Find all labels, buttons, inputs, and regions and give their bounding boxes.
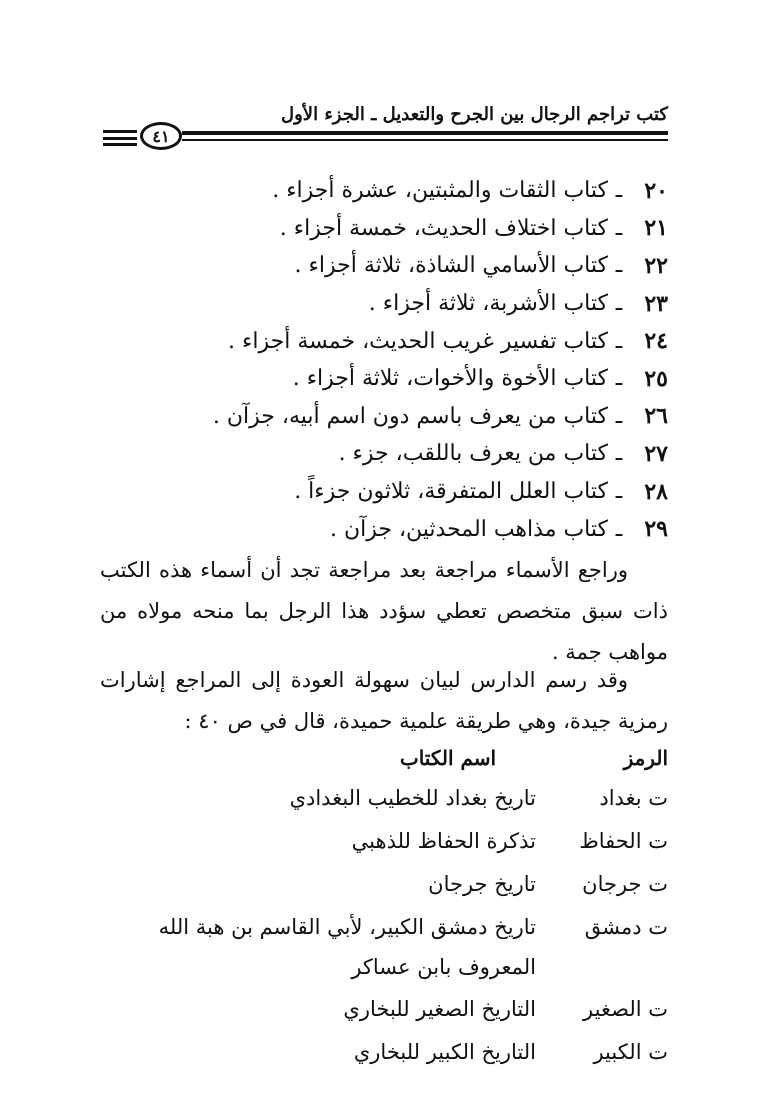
list-item xyxy=(148,285,668,323)
item-text: كتاب الأشربة، ثلاثة أجزاء . xyxy=(368,291,608,317)
item-number: ٢٤ xyxy=(644,328,668,355)
item-dash: ـ xyxy=(615,516,623,542)
item-dash: ـ xyxy=(615,253,623,279)
table-row xyxy=(100,1030,668,1073)
item-text: كتاب تفسير غريب الحديث، خمسة أجزاء . xyxy=(228,328,608,354)
list-item xyxy=(148,510,668,548)
table-row xyxy=(100,862,668,905)
item-number: ٢٥ xyxy=(644,365,668,392)
header-rule-thick xyxy=(182,131,668,135)
list-item xyxy=(148,398,668,436)
list-item xyxy=(148,360,668,398)
item-text: كتاب الأخوة والأخوات، ثلاثة أجزاء . xyxy=(292,366,608,392)
abbreviation-code: ت الحفاظ xyxy=(579,829,668,853)
header-name: اسم الكتاب xyxy=(399,746,497,770)
table-header xyxy=(100,740,668,776)
list-item xyxy=(148,473,668,511)
table-row xyxy=(100,819,668,862)
book-list xyxy=(148,172,668,548)
abbreviation-title: التاريخ الكبير للبخاري xyxy=(353,1040,536,1064)
item-text: كتاب العلل المتفرقة، ثلاثون جزءاً . xyxy=(294,479,608,505)
abbreviation-title: التاريخ الصغير للبخاري xyxy=(343,997,536,1021)
item-number: ٢٢ xyxy=(644,252,668,279)
page-number-ornament xyxy=(103,143,137,146)
header-code: الرمز xyxy=(623,746,668,770)
abbreviation-title: تاريخ بغداد للخطيب البغدادي xyxy=(289,786,536,810)
item-dash: ـ xyxy=(615,479,623,505)
abbreviation-table xyxy=(100,740,668,1073)
paragraph-review xyxy=(100,550,668,673)
item-number: ٢٦ xyxy=(644,403,668,430)
running-title: كتب تراجم الرجال بين الجرح والتعديل ـ الجزء الأول xyxy=(281,104,668,125)
abbreviation-title: تاريخ دمشق الكبير، لأبي القاسم بن هبة الله المعروف بابن عساكر xyxy=(158,915,536,979)
item-number: ٢٣ xyxy=(644,290,668,317)
paragraph-abbreviations-intro xyxy=(100,660,668,742)
abbreviation-code: ت جرجان xyxy=(582,872,668,896)
item-dash: ـ xyxy=(615,291,623,317)
list-item xyxy=(148,435,668,473)
table-row xyxy=(100,776,668,819)
item-dash: ـ xyxy=(615,403,623,429)
paragraph-text: وقد رسم الدارس لبيان سهولة العودة إلى المراجع إشارات رمزية جيدة، وهي طريقة علمية حميدة، قال في ص ٤٠ : xyxy=(100,668,668,733)
abbreviation-code: ت الكبير xyxy=(593,1040,668,1064)
abbreviation-code: ت بغداد xyxy=(599,786,668,810)
item-text: كتاب مذاهب المحدثين، جزآن . xyxy=(329,516,608,542)
header-rule-thin xyxy=(182,139,668,141)
abbreviation-title: تذكرة الحفاظ للذهبي xyxy=(351,829,536,853)
abbreviation-code: ت الصغير xyxy=(583,997,668,1021)
item-number: ٢٨ xyxy=(644,478,668,505)
item-number: ٢٩ xyxy=(644,516,668,543)
list-item xyxy=(148,322,668,360)
item-text: كتاب اختلاف الحديث، خمسة أجزاء . xyxy=(279,215,608,241)
item-number: ٢٠ xyxy=(644,177,668,204)
item-text: كتاب الأسامي الشاذة، ثلاثة أجزاء . xyxy=(294,253,608,279)
item-number: ٢١ xyxy=(644,215,668,242)
page-number-label: ٤١ xyxy=(152,126,170,146)
page-number-ornament xyxy=(103,130,137,133)
abbreviation-code: ت دمشق xyxy=(584,915,668,939)
item-text: كتاب من يعرف باللقب، جزء . xyxy=(338,441,608,467)
abbreviation-title: تاريخ جرجان xyxy=(428,872,536,896)
item-dash: ـ xyxy=(615,441,623,467)
item-text: كتاب من يعرف باسم دون اسم أبيه، جزآن . xyxy=(212,403,608,429)
item-dash: ـ xyxy=(615,328,623,354)
page-number xyxy=(140,122,182,150)
paragraph-text: وراجع الأسماء مراجعة بعد مراجعة تجد أن أسماء هذه الكتب ذات سبق متخصص تعطي سؤدد هذا الرجل بما منحه مولاه من مواهب جمة . xyxy=(100,558,668,664)
page-number-ornament xyxy=(103,137,137,140)
item-dash: ـ xyxy=(615,178,623,204)
list-item xyxy=(148,210,668,248)
list-item xyxy=(148,172,668,210)
item-text: كتاب الثقات والمثبتين، عشرة أجزاء . xyxy=(272,178,608,204)
table-row xyxy=(100,987,668,1030)
item-number: ٢٧ xyxy=(644,440,668,467)
item-dash: ـ xyxy=(615,215,623,241)
table-row xyxy=(100,905,668,987)
list-item xyxy=(148,247,668,285)
item-dash: ـ xyxy=(615,366,623,392)
